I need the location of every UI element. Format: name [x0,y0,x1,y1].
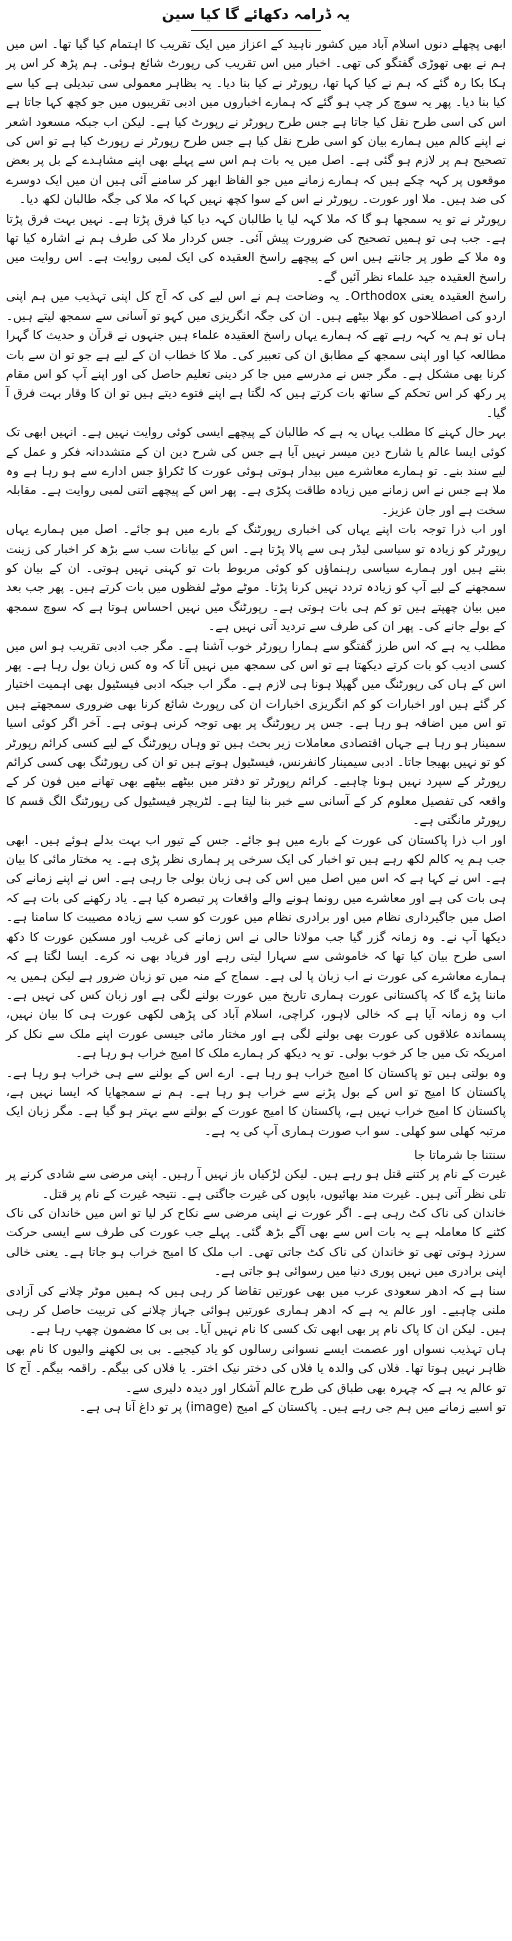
article-paragraph-10: خاندان کی ناک کٹ رہی ہے۔ اگر عورت نے اپنی مرضی سے نکاح کر لیا تو اس میں خاندان کی ناک کٹنے کا معاملہ ہے یہ بات اس سے بھی آگے بڑھ گئی۔ پہلے جب عورت کی طرف سے ایسی حرکت سرزد ہوتی تھی تو خاندان کی ناک کٹ جاتی تھی۔ اب ملک کا امیج خراب ہو جاتا ہے۔ یعنی خالی اپنی برادری میں نہیں پوری دنیا میں رسوائی ہو جاتی ہے۔ [6,1205,506,1279]
article-paragraph-2: رپورٹر نے تو یہ سمجھا ہو گا کہ ملا کہہ لیا یا طالبان کہہ دیا کیا فرق پڑتا ہے۔ نہیں بہت فرق پڑتا ہے۔ جب ہی تو ہمیں تصحیح کی ضرورت پیش آئی۔ جس کردار ملا کی طرف ہم نے اشارہ کیا تھا وہ ملا کے طور پر جانتے ہیں اس کے پیچھے راسخ العقیدہ کی ایک لمبی روایت ہے۔ اس روایت میں راسخ العقیدہ جید علماء نظر آئیں گے۔ [6,211,506,284]
title-underline [191,30,321,31]
article-paragraph-13: تو اسیے زمانے میں ہم جی رہے ہیں۔ پاکستان کے امیج (image) پر تو داغ آنا ہی ہے۔ [79,1400,506,1415]
section-subheading: سنتنا جا شرماتا جا [414,1148,506,1163]
article-paragraph-9: غیرت کے نام پر کتنے قتل ہو رہے ہیں۔ لیکن لڑکیاں باز نہیں آ رہیں۔ اپنی مرضی سے شادی کرنے پر تلی نظر آتی ہیں۔ غیرت مند بھائیوں، باپوں کی غیرت جاگتی ہے۔ نتیجہ غیرت کے نام پر قتل۔ [6,1167,506,1201]
article-paragraph-8: وہ بولتی ہیں تو پاکستان کا امیج خراب ہو رہا ہے۔ ارے اس کے بولنے سے ہی خراب ہو رہا ہے۔ پاکستان کا امیج تو اس کے بول پڑنے سے خراب ہو رہا ہے۔ ہم نے سمجھایا کہ ایسا نہیں ہے، پاکستان کا امیج خراب نہیں ہے، پاکستان کا امیج عورت کے بولنے سے بہتر ہو گیا ہے۔ مگر زبان ایک مرتبہ کھلی سو کھلی۔ سو اب صورت ہماری آپ کی یہ ہے۔ [6,1065,506,1138]
article-paragraph-6: مطلب یہ ہے کہ اس طرز گفتگو سے ہمارا رپورٹر خوب آشنا ہے۔ مگر جب ادبی تقریب ہو اس میں کسی ادیب کو بات کرتے دیکھتا ہے تو اس کی سمجھ میں نہیں آتا کہ وہ کس زبان بول رہا ہے۔ پھر اس کے ہاں کی رپورٹنگ میں گھپلا ہونا ہی لازم ہے۔ مگر اب جبکہ ادبی فیسٹیول بھی اہمیت اختیار کر گئے ہیں اور اخبارات کو کم انگریزی اخبارات ان کی رپورٹ شائع کرنا بھی ضروری سمجھتے ہیں تو اس میں اضافہ ہو رہا ہے۔ جس پر رپورٹنگ پر بھی توجہ کرنی ہوتی ہے۔ آخر اگر کوئی اسیا سمینار ہو رہا ہے جہاں اقتصادی معاملات زیر بحث ہیں تو وہاں رپورٹنگ کے لیے کسی کرائم رپورٹر کو تو نہیں بھیجا جاتا۔ ادبی سیمینار کانفرنس، فیسٹیول ہوتے ہیں تو ان کی رپورٹنگ بھی کسی کرائم رپورٹر کے سپرد نہیں ہونا چاہیے۔ کرائم رپورٹر تو دفتر میں بیٹھے بیٹھے بھی تھانے میں فون کر کے واقعہ کی تفصیل معلوم کر کے آسانی سے خبر بنا لیتا ہے۔ لٹریچر فیسٹیول کی رپورٹنگ الگ قسم کا رپورٹر مانگتی ہے۔ [6,638,506,828]
article-title: یہ ڈرامہ دکھائے گا کیا سین [161,7,351,23]
article-paragraph-5: اور اب ذرا توجہ بات اپنے یہاں کی اخباری رپورٹنگ کے بارے میں ہو جائے۔ اصل میں ہمارے یہاں رپورٹر کو زیادہ تو سیاسی لیڈر ہی سے پالا پڑتا ہے۔ اس کے بیانات سب سے بڑھ کر اخبار کی زینت بنتے ہیں اور ہمارے سیاسی رہنماؤں کو کوئی مربوط بات تو کہنی نہیں ہوتی۔ ان کے بیان کو سمجھنے کے لیے آپ کو زیادہ تردد نہیں کرنا پڑتا۔ موٹے موٹے لفظوں میں بات کرتے ہیں۔ پھر جب بعد میں بیان چھپتے ہیں تو کم ہی بات ہوتی ہے۔ رپورٹنگ میں نہیں احساس ہوتا ہے کہ سوچ سمجھ کے بولے جانے کی۔ پھر ان کی طرف سے تردید آتی نہیں ہے۔ [6,522,506,634]
article-paragraph-3: راسخ العقیدہ یعنی Orthodox۔ یہ وضاحت ہم نے اس لیے کی کہ آج کل اپنی تہذیب میں ہم اپنی اردو کی اصطلاحوں کو بھلا بیٹھے ہیں۔ ان کی جگہ انگریزی میں کہو تو آسانی سے سمجھ لیتے ہیں۔ ہاں تو ہم یہ کہہ رہے تھے کہ ہمارے یہاں راسخ العقیدہ علماء ہیں جنہوں نے قرآن و حدیث کا گہرا مطالعہ کیا اور اپنی سمجھ کے مطابق ان کی تعبیر کی۔ ملا کا خطاب ان کے لیے ہے جو تو ان سے بات کرنا بھی مشکل ہے۔ مگر جس نے مدرسے میں جا کر دینی تعلیم حاصل کی اور اپنے آپ کو اس مقام پر رکھ کر اس تحکم کے ساتھ بات کرتے ہیں کہ لگتا ہے اپنے فتوے دیتے ہیں تو ان کا وقار بہت فرق آ گیا۔ [6,289,506,420]
article-paragraph-12: ہاں تہذیب نسواں اور عصمت ایسے نسوانی رسالوں کو یاد کیجیے۔ بی بی لکھنے والیوں کا نام بھی ظاہر نہیں ہوتا تھا۔ فلاں کی والدہ یا فلاں کی دختر نیک اختر۔ یا فلاں کی بیگم۔ راقمہ بیگم۔ آج کا تو عالم یہ ہے کہ چہرہ بھی طباق کی طرح عالم آشکار اور دیدہ دلیری سے۔ [6,1341,506,1395]
article-paragraph-11: سنا ہے کہ ادھر سعودی عرب میں بھی عورتیں تقاضا کر رہی ہیں کہ ہمیں موٹر چلانے کی آزادی ملنی چاہیے۔ اور عالم یہ ہے کہ ادھر ہماری عورتیں ہوائی جہاز چلانے کی تربیت حاصل کر رہی ہیں۔ لیکن ان کا پاک نام پر بھی ابھی تک کسی کا نام نہیں آیا۔ بی بی کا مضمون چھپ رہا ہے۔ [6,1283,506,1337]
article-paragraph-1: ابھی پچھلے دنوں اسلام آباد میں کشور ناہید کے اعزاز میں ایک تقریب کا اہتمام کیا گیا تھا۔ اس میں ہم نے بھی تھوڑی گفتگو کی تھی۔ اخبار میں اس تقریب کی رپورٹ شائع ہوئی۔ ہم پڑھ کر اس پر ہکا بکا رہ گئے کہ ہم نے کیا کہا تھا، رپورٹر نے کیا بنا دیا۔ یہ بظاہر معمولی سی تبدیلی ہے کیا سے کیا بنا دیا۔ پھر یہ سوچ کر چپ ہو گئے کہ ہمارے اخباروں میں ادبی تقریبوں میں جو کچھ کہا جاتا ہے اس کی اسی طرح نقل کیا جاتا ہے جس طرح رپورٹر نے رپورٹ کیا ہے۔ لیکن اب جبکہ مسعود اشعر نے اپنے کالم میں ہمارے بیان کو اسی طرح نقل کیا ہے جس طرح رپورٹر نے رپورٹ کیا ہے تو اس کی تصحیح ہم پر لازم ہو گئی ہے۔ اصل میں یہ بات ہم اس سے پہلے بھی اپنے مشاہدے کے بل پر بعض موقعوں پر کہہ چکے ہیں کہ ہمارے زمانے میں جو الفاظ ابھر کر سامنے آئی ہیں ان میں ایک دوسرے کی ضد ہیں۔ ملا اور عورت۔ رپورٹر نے اس کے سوا کچھ نہیں کہا کہ ملا کی جگہ طالبان لکھ دیا۔ [6,37,506,207]
article-paragraph-7: اور اب ذرا پاکستان کی عورت کے بارے میں ہو جائے۔ جس کے تیور اب بہت بدلے ہوئے ہیں۔ ابھی جب ہم یہ کالم لکھ رہے ہیں تو اخبار کی ایک سرخی پر ہماری نظر پڑی ہے۔ یہ مختار مائی کا بیان ہے۔ اس نے کہا ہے کہ اس میں اصل میں اس کی ہی زبان بولی جا رہی ہے۔ اس نے اپنے زمانے کی ہی بات کی ہے اور معاشرے میں رونما ہونے والے واقعات پر تبصرہ کیا ہے۔ یاد رکھنے کی بات ہے کہ اصل میں جاگیرداری نظام میں اور برادری نظام میں عورت کو سب سے زیادہ مصیبت کا سامنا ہے۔ دیکھا آپ نے۔ وہ زمانہ گزر گیا جب مولانا حالی نے اس زمانے کی غریب اور مسکین عورت کا دکھ اسی طرح بیان کیا تھا کہ خاموشی سے سہارا لیتی رہے اور فریاد بھی نہ کرے۔ ایسا لگتا ہے کہ ہمارے معاشرے کی عورت نے اب زبان پا لی ہے۔ سماج کے منہ میں تو زبان ضرور ہے لیکن ہمیں یہ ماننا پڑے گا کہ پاکستانی عورت ہماری تاریخ میں عورت بولنے لگی ہے اور زبان کس کی نہیں ہے۔ اب وہ زمانہ آیا ہے کہ خالی لاہور، کراچی، اسلام آباد کی پڑھی لکھی عورت ہی کا بیان نہیں، پسماندہ علاقوں کی عورت بھی بولنے لگی ہے اور مختار مائی جیسی عورت اپنے ملک سے نکل کر امریکہ تک میں جا کر خوب بولی۔ تو یہ دیکھ کر ہمارے ملک کا امیج خراب ہو رہا ہے۔ [6,832,506,1061]
article-paragraph-4: بہر حال کہنے کا مطلب یہاں یہ ہے کہ طالبان کے پیچھے ایسی کوئی روایت نہیں ہے۔ انہیں ابھی تک کوئی ایسا عالم یا شارح دین میسر نہیں آیا ہے جس کی شرح دین ان کے متشددانہ فکر و عمل کے لیے سند بنے۔ تو ہمارے معاشرے میں بیدار ہوتی ہوئی عورت کا ٹکراؤ جس ادارے سے ہو رہا ہے وہ ملا ہے جس نے اس زمانے میں زیادہ طاقت پکڑی ہے۔ پھر اس کے پیچھے اتنی لمبی روایت ہے۔ مقابلہ سخت ہے اور جان عزیز۔ [6,425,506,517]
